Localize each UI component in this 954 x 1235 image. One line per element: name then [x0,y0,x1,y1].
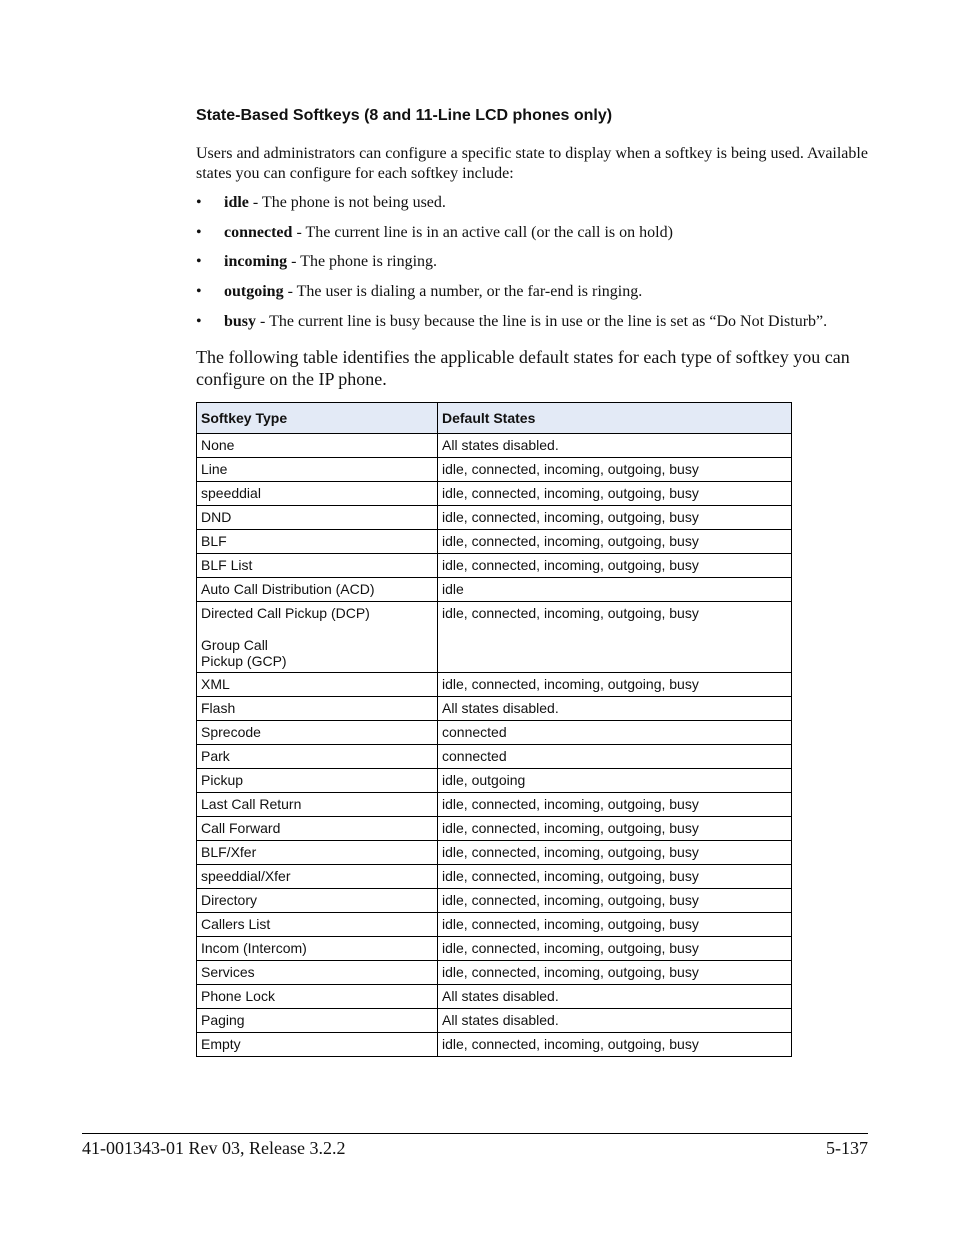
softkey-type-cell: Services [197,961,438,985]
softkey-type-cell: Flash [197,697,438,721]
default-states-cell: idle, connected, incoming, outgoing, busy [438,865,792,889]
default-states-cell: idle, connected, incoming, outgoing, busy [438,937,792,961]
table-row [197,578,792,602]
default-states-cell: All states disabled. [438,1009,792,1033]
bullet-icon: • [196,283,202,301]
state-term: idle [224,194,249,211]
softkey-type-cell: Line [197,458,438,482]
softkey-type-cell: Empty [197,1033,438,1057]
table-row [197,434,792,458]
intro-paragraph: Users and administrators can configure a specific state to display when a softkey is being used. Available states you can configure for each softkey include: [196,145,868,182]
table-row [197,937,792,961]
column-header-softkey-type: Softkey Type [197,403,438,434]
bullet-icon: • [196,312,202,330]
default-states-cell: idle, connected, incoming, outgoing, busy [438,458,792,482]
list-item [196,312,896,342]
table-row [197,554,792,578]
footer-divider [82,1133,868,1134]
table-row [197,697,792,721]
default-states-cell: connected [438,745,792,769]
softkey-type-cell: Phone Lock [197,985,438,1009]
default-states-cell: idle, connected, incoming, outgoing, busy [438,482,792,506]
state-term: outgoing [224,283,284,301]
softkey-type-cell: Sprecode [197,721,438,745]
table-row [197,458,792,482]
footer-page-number: 5-137 [826,1138,868,1158]
table-row [197,961,792,985]
softkey-type-cell: BLF [197,530,438,554]
list-item [196,282,896,312]
softkey-states-table [196,402,792,1057]
default-states-cell: All states disabled. [438,697,792,721]
softkey-type-cell: BLF/Xfer [197,841,438,865]
bullet-icon: • [196,223,202,241]
table-row [197,530,792,554]
state-description: - The phone is ringing. [287,253,438,271]
table-row [197,673,792,697]
table-row [197,721,792,745]
softkey-type-cell: Park [197,745,438,769]
default-states-cell: idle, connected, incoming, outgoing, busy [438,793,792,817]
default-states-cell: connected [438,721,792,745]
bullet-icon: • [196,253,202,271]
list-item [196,252,896,282]
softkey-type-cell: Paging [197,1009,438,1033]
state-term: connected [224,223,293,241]
default-states-cell: idle, connected, incoming, outgoing, busy [438,841,792,865]
table-lead-paragraph: The following table identifies the applicable default states for each type of softkey you can configure on the IP phone. [196,347,850,389]
state-description: - The phone is not being used. [248,194,446,211]
table-row [197,506,792,530]
table-row [197,817,792,841]
bullet-icon: • [196,194,202,211]
state-description: - The current line is busy because the line is in use or the line is set as “Do Not Disturb”. [256,312,828,330]
table-header-row [197,403,792,434]
default-states-cell: idle, connected, incoming, outgoing, busy [438,1033,792,1057]
softkey-type-cell: None [197,434,438,458]
softkey-type-cell: speeddial [197,482,438,506]
softkey-type-cell: XML [197,673,438,697]
section-heading: State-Based Softkeys (8 and 11-Line LCD phones only) [196,107,613,124]
default-states-cell: idle, connected, incoming, outgoing, busy [438,530,792,554]
default-states-cell: All states disabled. [438,985,792,1009]
softkey-type-cell: Call Forward [197,817,438,841]
list-item [196,193,896,223]
softkey-type-cell: DND [197,506,438,530]
default-states-cell: idle, connected, incoming, outgoing, busy [438,673,792,697]
default-states-cell: idle, outgoing [438,769,792,793]
default-states-cell: idle, connected, incoming, outgoing, busy [438,913,792,937]
state-list [196,193,896,341]
softkey-type-cell: Incom (Intercom) [197,937,438,961]
table-row [197,482,792,506]
footer-doc-id: 41-001343-01 Rev 03, Release 3.2.2 [82,1138,346,1158]
state-description: - The current line is in an active call (or the call is on hold) [292,223,673,241]
default-states-cell: idle, connected, incoming, outgoing, busy [438,889,792,913]
softkey-type-cell: BLF List [197,554,438,578]
default-states-cell: All states disabled. [438,434,792,458]
table-row [197,985,792,1009]
table-row [197,793,792,817]
table-row [197,1033,792,1057]
column-header-default-states: Default States [438,403,792,434]
default-states-cell: idle [438,578,792,602]
state-term: incoming [224,253,288,271]
table-row [197,889,792,913]
table-row [197,602,792,673]
default-states-cell: idle, connected, incoming, outgoing, busy [438,602,792,673]
table-row [197,769,792,793]
default-states-cell: idle, connected, incoming, outgoing, busy [438,961,792,985]
softkey-type-cell: Directory [197,889,438,913]
list-item [196,223,896,253]
state-term: busy [224,312,257,330]
softkey-type-cell: Pickup [197,769,438,793]
table-row [197,1009,792,1033]
softkey-type-cell: Auto Call Distribution (ACD) [197,578,438,602]
default-states-cell: idle, connected, incoming, outgoing, busy [438,506,792,530]
table-row [197,841,792,865]
default-states-cell: idle, connected, incoming, outgoing, busy [438,817,792,841]
table-row [197,913,792,937]
table-row [197,745,792,769]
softkey-type-cell: Callers List [197,913,438,937]
table-row [197,865,792,889]
softkey-type-cell: speeddial/Xfer [197,865,438,889]
state-description: - The user is dialing a number, or the far-end is ringing. [283,283,643,301]
softkey-type-cell: Last Call Return [197,793,438,817]
default-states-cell: idle, connected, incoming, outgoing, busy [438,554,792,578]
table-body [197,434,792,1057]
softkey-type-cell: Directed Call Pickup (DCP) Group Call Pickup (GCP) [197,602,438,673]
